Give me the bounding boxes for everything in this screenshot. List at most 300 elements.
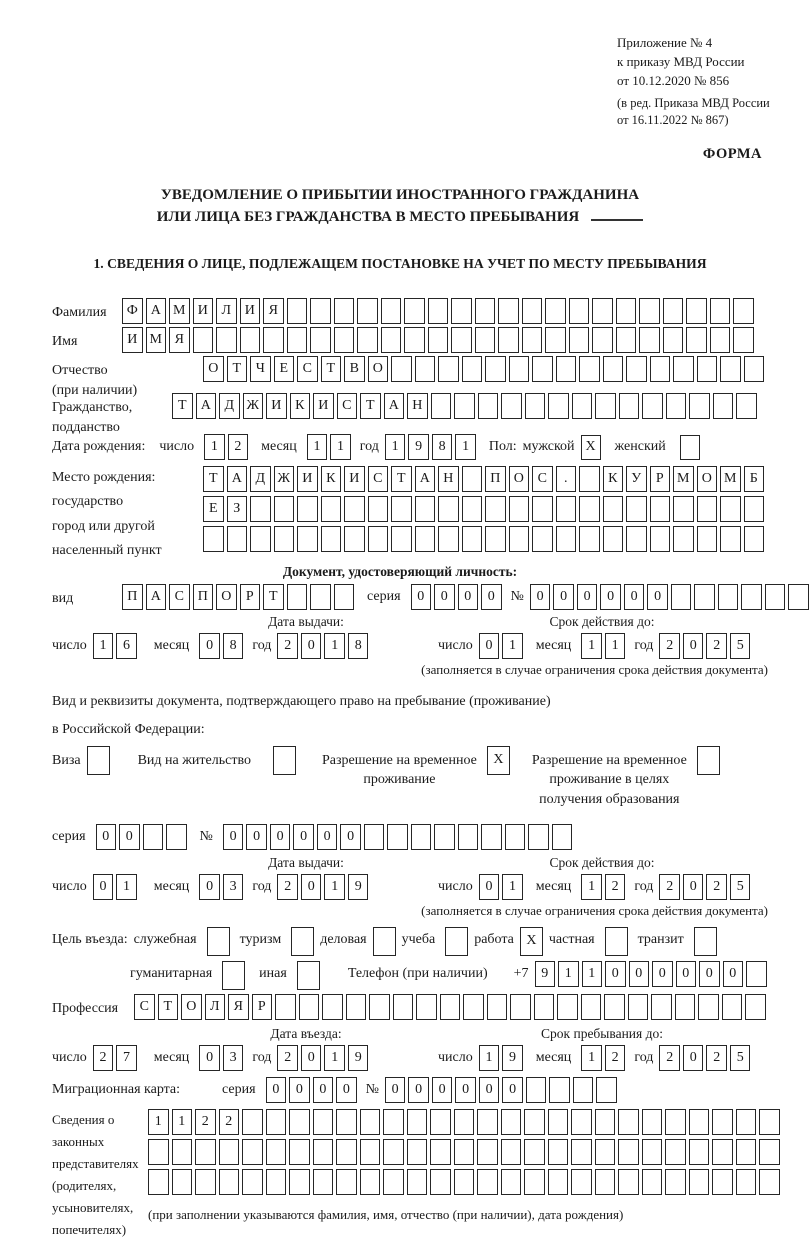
char-cell[interactable] — [289, 1169, 310, 1195]
char-cell[interactable] — [616, 327, 637, 353]
char-cell[interactable] — [166, 824, 187, 850]
char-cell[interactable] — [736, 1139, 757, 1165]
char-cell[interactable] — [710, 327, 731, 353]
char-cell[interactable]: 0 — [629, 961, 650, 987]
char-cell[interactable] — [346, 994, 367, 1020]
residence-permit-checkbox[interactable] — [273, 746, 296, 775]
char-cell[interactable] — [274, 526, 295, 552]
char-cell[interactable] — [720, 356, 741, 382]
char-cell[interactable] — [720, 496, 741, 522]
char-cell[interactable] — [148, 1169, 169, 1195]
char-cell[interactable] — [618, 1139, 639, 1165]
char-cell[interactable]: 0 — [336, 1077, 357, 1103]
char-cell[interactable]: Т — [360, 393, 381, 419]
char-cell[interactable]: 0 — [270, 824, 291, 850]
char-cell[interactable] — [628, 994, 649, 1020]
char-cell[interactable]: 0 — [293, 824, 314, 850]
char-cell[interactable]: М — [673, 466, 694, 492]
char-cell[interactable] — [618, 1109, 639, 1135]
char-cell[interactable] — [556, 356, 577, 382]
char-cell[interactable]: М — [169, 298, 190, 324]
char-cell[interactable] — [698, 994, 719, 1020]
char-cell[interactable] — [759, 1109, 780, 1135]
char-cell[interactable]: 1 — [558, 961, 579, 987]
char-cell[interactable] — [548, 1139, 569, 1165]
char-cell[interactable] — [357, 327, 378, 353]
char-cell[interactable] — [571, 1139, 592, 1165]
purpose-tourism-checkbox[interactable] — [291, 927, 314, 956]
char-cell[interactable]: Н — [407, 393, 428, 419]
char-cell[interactable] — [297, 496, 318, 522]
char-cell[interactable]: Р — [252, 994, 273, 1020]
char-cell[interactable] — [639, 327, 660, 353]
char-cell[interactable] — [744, 526, 765, 552]
char-cell[interactable]: А — [384, 393, 405, 419]
char-cell[interactable] — [219, 1139, 240, 1165]
char-cell[interactable] — [266, 1139, 287, 1165]
char-cell[interactable]: 1 — [582, 961, 603, 987]
char-cell[interactable] — [528, 824, 549, 850]
char-cell[interactable] — [675, 994, 696, 1020]
char-cell[interactable] — [663, 298, 684, 324]
char-cell[interactable] — [509, 496, 530, 522]
char-cell[interactable] — [289, 1109, 310, 1135]
char-cell[interactable]: Д — [219, 393, 240, 419]
char-cell[interactable] — [481, 824, 502, 850]
char-cell[interactable] — [250, 526, 271, 552]
char-cell[interactable] — [393, 994, 414, 1020]
char-cell[interactable]: 1 — [148, 1109, 169, 1135]
char-cell[interactable] — [501, 1109, 522, 1135]
char-cell[interactable] — [548, 393, 569, 419]
char-cell[interactable] — [603, 356, 624, 382]
char-cell[interactable] — [364, 824, 385, 850]
char-cell[interactable]: Т — [227, 356, 248, 382]
char-cell[interactable]: 1 — [581, 633, 602, 659]
char-cell[interactable] — [718, 584, 739, 610]
char-cell[interactable]: Т — [203, 466, 224, 492]
char-cell[interactable] — [289, 1139, 310, 1165]
char-cell[interactable]: А — [146, 298, 167, 324]
char-cell[interactable] — [407, 1169, 428, 1195]
char-cell[interactable] — [596, 1077, 617, 1103]
char-cell[interactable]: У — [626, 466, 647, 492]
char-cell[interactable]: 0 — [676, 961, 697, 987]
char-cell[interactable]: 1 — [385, 434, 406, 460]
char-cell[interactable]: С — [169, 584, 190, 610]
char-cell[interactable] — [263, 327, 284, 353]
char-cell[interactable] — [619, 393, 640, 419]
char-cell[interactable]: 0 — [530, 584, 551, 610]
char-cell[interactable]: О — [368, 356, 389, 382]
char-cell[interactable]: 2 — [605, 1045, 626, 1071]
char-cell[interactable] — [713, 393, 734, 419]
char-cell[interactable] — [579, 496, 600, 522]
char-cell[interactable] — [360, 1109, 381, 1135]
char-cell[interactable]: 0 — [479, 633, 500, 659]
char-cell[interactable]: 0 — [600, 584, 621, 610]
char-cell[interactable]: 1 — [605, 633, 626, 659]
char-cell[interactable] — [242, 1109, 263, 1135]
char-cell[interactable]: 0 — [455, 1077, 476, 1103]
char-cell[interactable]: 2 — [228, 434, 249, 460]
char-cell[interactable]: 2 — [706, 1045, 727, 1071]
char-cell[interactable] — [416, 994, 437, 1020]
char-cell[interactable]: А — [146, 584, 167, 610]
char-cell[interactable]: 6 — [116, 633, 137, 659]
char-cell[interactable] — [689, 393, 710, 419]
char-cell[interactable] — [369, 994, 390, 1020]
char-cell[interactable] — [428, 327, 449, 353]
char-cell[interactable] — [334, 298, 355, 324]
char-cell[interactable]: 9 — [502, 1045, 523, 1071]
char-cell[interactable]: А — [196, 393, 217, 419]
char-cell[interactable] — [592, 298, 613, 324]
char-cell[interactable]: И — [193, 298, 214, 324]
char-cell[interactable] — [626, 496, 647, 522]
char-cell[interactable] — [744, 496, 765, 522]
char-cell[interactable]: 0 — [340, 824, 361, 850]
char-cell[interactable]: В — [344, 356, 365, 382]
purpose-study-checkbox[interactable] — [445, 927, 468, 956]
char-cell[interactable] — [172, 1169, 193, 1195]
char-cell[interactable] — [313, 1169, 334, 1195]
char-cell[interactable] — [485, 526, 506, 552]
char-cell[interactable] — [485, 356, 506, 382]
char-cell[interactable]: П — [485, 466, 506, 492]
char-cell[interactable] — [322, 994, 343, 1020]
char-cell[interactable] — [524, 1169, 545, 1195]
char-cell[interactable] — [616, 298, 637, 324]
char-cell[interactable]: 5 — [730, 633, 751, 659]
char-cell[interactable]: 5 — [730, 874, 751, 900]
char-cell[interactable]: 9 — [348, 1045, 369, 1071]
char-cell[interactable]: К — [290, 393, 311, 419]
char-cell[interactable] — [579, 526, 600, 552]
char-cell[interactable]: Т — [263, 584, 284, 610]
char-cell[interactable] — [720, 526, 741, 552]
char-cell[interactable]: Ж — [243, 393, 264, 419]
char-cell[interactable] — [697, 356, 718, 382]
char-cell[interactable]: К — [603, 466, 624, 492]
char-cell[interactable] — [454, 1139, 475, 1165]
char-cell[interactable] — [475, 298, 496, 324]
char-cell[interactable] — [697, 526, 718, 552]
char-cell[interactable] — [438, 356, 459, 382]
char-cell[interactable]: 0 — [652, 961, 673, 987]
char-cell[interactable]: 1 — [93, 633, 114, 659]
char-cell[interactable]: Б — [744, 466, 765, 492]
char-cell[interactable] — [509, 356, 530, 382]
char-cell[interactable] — [673, 356, 694, 382]
char-cell[interactable]: 0 — [301, 633, 322, 659]
char-cell[interactable] — [336, 1109, 357, 1135]
purpose-official-checkbox[interactable] — [207, 927, 230, 956]
char-cell[interactable] — [415, 356, 436, 382]
char-cell[interactable]: С — [368, 466, 389, 492]
char-cell[interactable]: 8 — [348, 633, 369, 659]
char-cell[interactable] — [477, 1139, 498, 1165]
char-cell[interactable]: 2 — [706, 874, 727, 900]
char-cell[interactable] — [571, 1169, 592, 1195]
char-cell[interactable] — [501, 1169, 522, 1195]
char-cell[interactable] — [626, 526, 647, 552]
char-cell[interactable]: И — [297, 466, 318, 492]
char-cell[interactable] — [545, 327, 566, 353]
char-cell[interactable] — [240, 327, 261, 353]
char-cell[interactable] — [485, 496, 506, 522]
char-cell[interactable] — [195, 1139, 216, 1165]
char-cell[interactable] — [712, 1139, 733, 1165]
char-cell[interactable]: 2 — [605, 874, 626, 900]
char-cell[interactable] — [592, 327, 613, 353]
char-cell[interactable] — [689, 1109, 710, 1135]
char-cell[interactable] — [451, 327, 472, 353]
char-cell[interactable]: Т — [172, 393, 193, 419]
char-cell[interactable]: 0 — [683, 874, 704, 900]
char-cell[interactable] — [532, 356, 553, 382]
char-cell[interactable]: Е — [274, 356, 295, 382]
char-cell[interactable] — [741, 584, 762, 610]
purpose-other-checkbox[interactable] — [297, 961, 320, 990]
char-cell[interactable] — [736, 1109, 757, 1135]
char-cell[interactable] — [287, 327, 308, 353]
char-cell[interactable] — [639, 298, 660, 324]
char-cell[interactable]: Р — [240, 584, 261, 610]
char-cell[interactable] — [604, 994, 625, 1020]
char-cell[interactable] — [736, 1169, 757, 1195]
char-cell[interactable] — [344, 526, 365, 552]
char-cell[interactable]: 0 — [266, 1077, 287, 1103]
char-cell[interactable]: 0 — [502, 1077, 523, 1103]
char-cell[interactable] — [430, 1109, 451, 1135]
char-cell[interactable] — [454, 393, 475, 419]
char-cell[interactable]: О — [216, 584, 237, 610]
char-cell[interactable]: 0 — [723, 961, 744, 987]
char-cell[interactable] — [579, 356, 600, 382]
char-cell[interactable]: И — [122, 327, 143, 353]
char-cell[interactable] — [368, 526, 389, 552]
char-cell[interactable] — [573, 1077, 594, 1103]
char-cell[interactable] — [534, 994, 555, 1020]
char-cell[interactable] — [428, 298, 449, 324]
char-cell[interactable]: 0 — [301, 874, 322, 900]
char-cell[interactable] — [381, 298, 402, 324]
char-cell[interactable]: 0 — [223, 824, 244, 850]
char-cell[interactable] — [722, 994, 743, 1020]
char-cell[interactable] — [510, 994, 531, 1020]
char-cell[interactable]: 1 — [172, 1109, 193, 1135]
char-cell[interactable] — [242, 1169, 263, 1195]
char-cell[interactable] — [765, 584, 786, 610]
char-cell[interactable]: 1 — [330, 434, 351, 460]
char-cell[interactable] — [671, 584, 692, 610]
char-cell[interactable] — [438, 526, 459, 552]
char-cell[interactable]: 1 — [324, 1045, 345, 1071]
char-cell[interactable]: 0 — [605, 961, 626, 987]
char-cell[interactable] — [642, 1109, 663, 1135]
char-cell[interactable]: 2 — [277, 633, 298, 659]
char-cell[interactable] — [143, 824, 164, 850]
char-cell[interactable] — [310, 327, 331, 353]
sex-male-checkbox[interactable]: X — [581, 435, 601, 460]
char-cell[interactable] — [526, 1077, 547, 1103]
char-cell[interactable] — [548, 1169, 569, 1195]
char-cell[interactable] — [434, 824, 455, 850]
char-cell[interactable]: С — [532, 466, 553, 492]
char-cell[interactable] — [310, 298, 331, 324]
purpose-business-checkbox[interactable] — [373, 927, 396, 956]
char-cell[interactable] — [462, 496, 483, 522]
purpose-humanitarian-checkbox[interactable] — [222, 961, 245, 990]
char-cell[interactable]: 0 — [432, 1077, 453, 1103]
char-cell[interactable]: 0 — [683, 1045, 704, 1071]
char-cell[interactable] — [579, 466, 600, 492]
char-cell[interactable] — [391, 356, 412, 382]
char-cell[interactable]: Ч — [250, 356, 271, 382]
char-cell[interactable]: И — [313, 393, 334, 419]
char-cell[interactable] — [571, 1109, 592, 1135]
char-cell[interactable]: 7 — [116, 1045, 137, 1071]
char-cell[interactable]: 2 — [659, 1045, 680, 1071]
char-cell[interactable] — [430, 1169, 451, 1195]
char-cell[interactable] — [430, 1139, 451, 1165]
char-cell[interactable] — [524, 1139, 545, 1165]
char-cell[interactable] — [697, 496, 718, 522]
char-cell[interactable] — [744, 356, 765, 382]
char-cell[interactable]: Р — [650, 466, 671, 492]
char-cell[interactable]: 1 — [455, 434, 476, 460]
char-cell[interactable] — [477, 1109, 498, 1135]
char-cell[interactable]: 0 — [385, 1077, 406, 1103]
char-cell[interactable] — [525, 393, 546, 419]
char-cell[interactable] — [431, 393, 452, 419]
char-cell[interactable] — [275, 994, 296, 1020]
char-cell[interactable]: 8 — [432, 434, 453, 460]
char-cell[interactable] — [297, 526, 318, 552]
char-cell[interactable] — [522, 327, 543, 353]
char-cell[interactable]: 3 — [223, 874, 244, 900]
char-cell[interactable]: 0 — [96, 824, 117, 850]
char-cell[interactable] — [438, 496, 459, 522]
char-cell[interactable]: Д — [250, 466, 271, 492]
char-cell[interactable] — [266, 1109, 287, 1135]
char-cell[interactable] — [463, 994, 484, 1020]
char-cell[interactable]: О — [697, 466, 718, 492]
char-cell[interactable] — [712, 1109, 733, 1135]
char-cell[interactable]: 1 — [324, 874, 345, 900]
char-cell[interactable] — [381, 327, 402, 353]
char-cell[interactable] — [651, 994, 672, 1020]
char-cell[interactable] — [148, 1139, 169, 1165]
char-cell[interactable] — [569, 327, 590, 353]
char-cell[interactable] — [415, 526, 436, 552]
char-cell[interactable] — [321, 526, 342, 552]
char-cell[interactable] — [451, 298, 472, 324]
char-cell[interactable] — [195, 1169, 216, 1195]
char-cell[interactable] — [673, 496, 694, 522]
char-cell[interactable] — [642, 1139, 663, 1165]
char-cell[interactable] — [746, 961, 767, 987]
char-cell[interactable]: 0 — [577, 584, 598, 610]
char-cell[interactable]: Л — [216, 298, 237, 324]
char-cell[interactable]: 0 — [246, 824, 267, 850]
char-cell[interactable] — [360, 1169, 381, 1195]
char-cell[interactable] — [501, 1139, 522, 1165]
char-cell[interactable]: 0 — [313, 1077, 334, 1103]
purpose-private-checkbox[interactable] — [605, 927, 628, 956]
char-cell[interactable]: Т — [321, 356, 342, 382]
char-cell[interactable]: 8 — [223, 633, 244, 659]
char-cell[interactable]: 0 — [458, 584, 479, 610]
char-cell[interactable]: 1 — [324, 633, 345, 659]
char-cell[interactable]: 0 — [199, 633, 220, 659]
char-cell[interactable] — [313, 1109, 334, 1135]
char-cell[interactable] — [250, 496, 271, 522]
char-cell[interactable]: 0 — [479, 1077, 500, 1103]
char-cell[interactable] — [458, 824, 479, 850]
char-cell[interactable] — [650, 526, 671, 552]
char-cell[interactable] — [454, 1109, 475, 1135]
char-cell[interactable]: 0 — [199, 1045, 220, 1071]
char-cell[interactable]: 1 — [479, 1045, 500, 1071]
char-cell[interactable] — [287, 584, 308, 610]
char-cell[interactable] — [581, 994, 602, 1020]
char-cell[interactable] — [462, 526, 483, 552]
char-cell[interactable]: 2 — [706, 633, 727, 659]
char-cell[interactable] — [266, 1169, 287, 1195]
char-cell[interactable]: 3 — [223, 1045, 244, 1071]
char-cell[interactable] — [650, 356, 671, 382]
char-cell[interactable] — [733, 327, 754, 353]
char-cell[interactable] — [686, 327, 707, 353]
purpose-work-checkbox[interactable]: X — [520, 927, 543, 956]
char-cell[interactable]: 0 — [647, 584, 668, 610]
char-cell[interactable] — [595, 1169, 616, 1195]
char-cell[interactable]: 2 — [195, 1109, 216, 1135]
char-cell[interactable]: О — [203, 356, 224, 382]
char-cell[interactable] — [665, 1169, 686, 1195]
char-cell[interactable]: М — [146, 327, 167, 353]
purpose-transit-checkbox[interactable] — [694, 927, 717, 956]
char-cell[interactable]: Ф — [122, 298, 143, 324]
char-cell[interactable] — [462, 356, 483, 382]
char-cell[interactable]: 2 — [277, 874, 298, 900]
char-cell[interactable] — [665, 1109, 686, 1135]
char-cell[interactable] — [549, 1077, 570, 1103]
char-cell[interactable] — [603, 526, 624, 552]
char-cell[interactable] — [411, 824, 432, 850]
char-cell[interactable] — [219, 1169, 240, 1195]
char-cell[interactable]: 0 — [93, 874, 114, 900]
char-cell[interactable] — [626, 356, 647, 382]
char-cell[interactable]: 0 — [479, 874, 500, 900]
char-cell[interactable] — [193, 327, 214, 353]
char-cell[interactable]: 0 — [301, 1045, 322, 1071]
char-cell[interactable]: Л — [205, 994, 226, 1020]
char-cell[interactable] — [712, 1169, 733, 1195]
char-cell[interactable] — [618, 1169, 639, 1195]
char-cell[interactable] — [487, 994, 508, 1020]
char-cell[interactable]: Е — [203, 496, 224, 522]
char-cell[interactable]: 2 — [277, 1045, 298, 1071]
char-cell[interactable]: 0 — [434, 584, 455, 610]
char-cell[interactable]: 0 — [553, 584, 574, 610]
char-cell[interactable] — [557, 994, 578, 1020]
char-cell[interactable]: 9 — [408, 434, 429, 460]
char-cell[interactable] — [383, 1109, 404, 1135]
char-cell[interactable]: С — [337, 393, 358, 419]
